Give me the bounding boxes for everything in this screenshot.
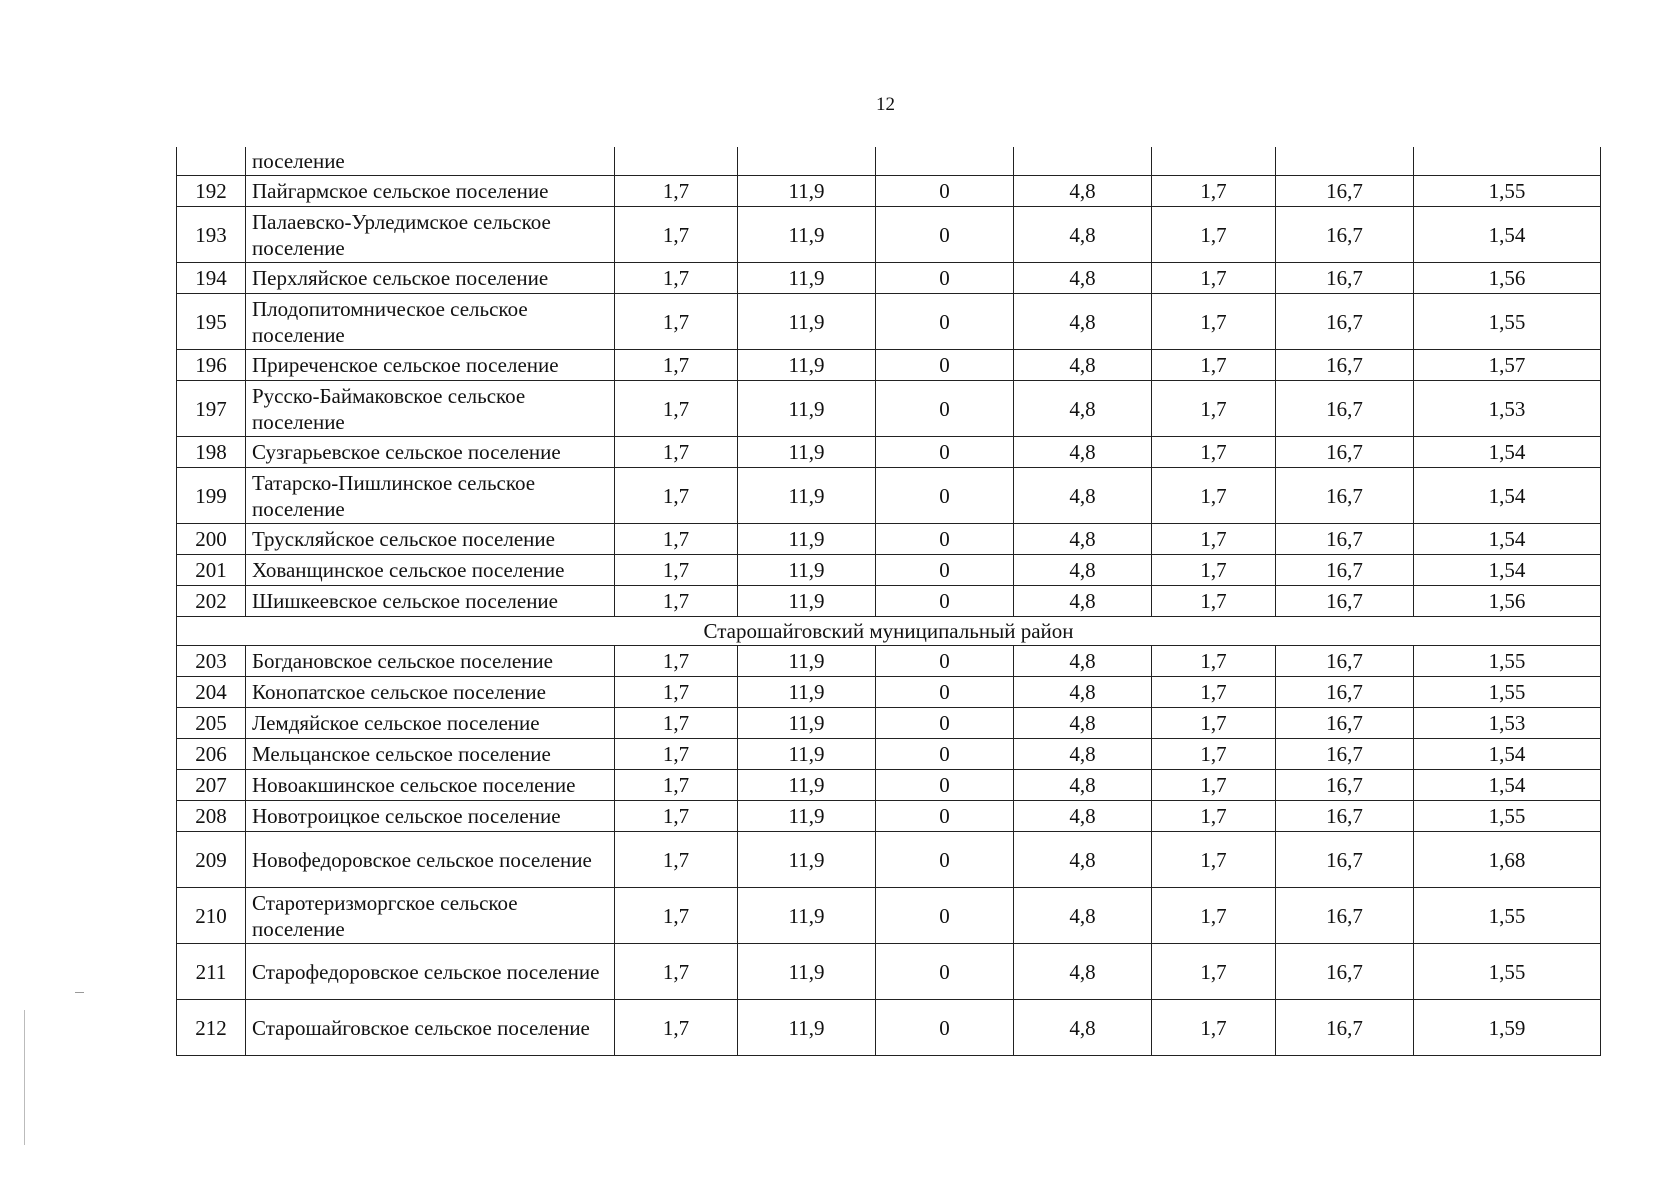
value-cell-7: 1,54: [1414, 468, 1601, 524]
value-cell-3: 0: [876, 294, 1014, 350]
district-name: Старошайговский муниципальный район: [177, 617, 1601, 646]
value-cell-3: 0: [876, 646, 1014, 677]
row-number: 204: [177, 677, 246, 708]
row-number: 205: [177, 708, 246, 739]
value-cell-2: 11,9: [738, 944, 876, 1000]
value-cell-4: 4,8: [1014, 437, 1152, 468]
table-row: [177, 263, 1601, 294]
row-number: 209: [177, 832, 246, 888]
value-cell-7: 1,55: [1414, 888, 1601, 944]
table-row: [177, 944, 1601, 1000]
value-cell-2: 11,9: [738, 586, 876, 617]
value-cell-2: 11,9: [738, 263, 876, 294]
value-cell-1: 1,7: [615, 207, 738, 263]
table-row: [177, 468, 1601, 524]
continuation-empty-cell: [1276, 147, 1414, 176]
value-cell-5: 1,7: [1152, 586, 1276, 617]
value-cell-7: 1,55: [1414, 944, 1601, 1000]
value-cell-4: 4,8: [1014, 294, 1152, 350]
value-cell-3: 0: [876, 888, 1014, 944]
settlement-name: Конопатское сельское поселение: [246, 677, 615, 708]
value-cell-4: 4,8: [1014, 1000, 1152, 1056]
value-cell-5: 1,7: [1152, 770, 1276, 801]
value-cell-4: 4,8: [1014, 555, 1152, 586]
table-row: [177, 294, 1601, 350]
value-cell-4: 4,8: [1014, 263, 1152, 294]
value-cell-3: 0: [876, 801, 1014, 832]
table-row: [177, 524, 1601, 555]
value-cell-1: 1,7: [615, 888, 738, 944]
continuation-number-cell: [177, 147, 246, 176]
value-cell-7: 1,53: [1414, 381, 1601, 437]
value-cell-7: 1,56: [1414, 586, 1601, 617]
table-body: [177, 147, 1601, 1056]
value-cell-6: 16,7: [1276, 263, 1414, 294]
value-cell-6: 16,7: [1276, 739, 1414, 770]
table-row: [177, 381, 1601, 437]
value-cell-4: 4,8: [1014, 708, 1152, 739]
value-cell-5: 1,7: [1152, 524, 1276, 555]
row-number: 193: [177, 207, 246, 263]
value-cell-5: 1,7: [1152, 832, 1276, 888]
value-cell-7: 1,54: [1414, 207, 1601, 263]
value-cell-7: 1,54: [1414, 770, 1601, 801]
value-cell-7: 1,57: [1414, 350, 1601, 381]
value-cell-1: 1,7: [615, 1000, 738, 1056]
value-cell-5: 1,7: [1152, 350, 1276, 381]
row-number: 194: [177, 263, 246, 294]
row-number: 201: [177, 555, 246, 586]
value-cell-1: 1,7: [615, 294, 738, 350]
value-cell-1: 1,7: [615, 176, 738, 207]
value-cell-5: 1,7: [1152, 468, 1276, 524]
value-cell-4: 4,8: [1014, 832, 1152, 888]
value-cell-6: 16,7: [1276, 1000, 1414, 1056]
value-cell-2: 11,9: [738, 1000, 876, 1056]
value-cell-3: 0: [876, 586, 1014, 617]
value-cell-6: 16,7: [1276, 944, 1414, 1000]
settlement-name: Пайгармское сельское поселение: [246, 176, 615, 207]
continuation-row: [177, 147, 1601, 176]
value-cell-5: 1,7: [1152, 294, 1276, 350]
value-cell-3: 0: [876, 708, 1014, 739]
table-row: [177, 555, 1601, 586]
table-row: [177, 176, 1601, 207]
table-row: [177, 739, 1601, 770]
value-cell-3: 0: [876, 1000, 1014, 1056]
value-cell-1: 1,7: [615, 263, 738, 294]
value-cell-4: 4,8: [1014, 739, 1152, 770]
value-cell-5: 1,7: [1152, 437, 1276, 468]
table-row: [177, 888, 1601, 944]
value-cell-4: 4,8: [1014, 801, 1152, 832]
row-number: 192: [177, 176, 246, 207]
value-cell-7: 1,54: [1414, 524, 1601, 555]
settlements-table: [176, 147, 1601, 1056]
value-cell-5: 1,7: [1152, 739, 1276, 770]
value-cell-4: 4,8: [1014, 468, 1152, 524]
value-cell-4: 4,8: [1014, 646, 1152, 677]
value-cell-2: 11,9: [738, 708, 876, 739]
settlement-name: Русско-Баймаковское сельское поселение: [246, 381, 615, 437]
continuation-empty-cell: [1414, 147, 1601, 176]
value-cell-3: 0: [876, 176, 1014, 207]
settlement-name: Новотроицкое сельское поселение: [246, 801, 615, 832]
row-number: 202: [177, 586, 246, 617]
value-cell-7: 1,56: [1414, 263, 1601, 294]
table-row: [177, 770, 1601, 801]
continuation-empty-cell: [738, 147, 876, 176]
value-cell-4: 4,8: [1014, 677, 1152, 708]
value-cell-4: 4,8: [1014, 888, 1152, 944]
settlement-name: Лемдяйское сельское поселение: [246, 708, 615, 739]
value-cell-1: 1,7: [615, 381, 738, 437]
value-cell-7: 1,53: [1414, 708, 1601, 739]
table-row: [177, 437, 1601, 468]
value-cell-6: 16,7: [1276, 176, 1414, 207]
value-cell-2: 11,9: [738, 437, 876, 468]
value-cell-5: 1,7: [1152, 381, 1276, 437]
value-cell-2: 11,9: [738, 739, 876, 770]
value-cell-4: 4,8: [1014, 770, 1152, 801]
continuation-empty-cell: [876, 147, 1014, 176]
value-cell-4: 4,8: [1014, 381, 1152, 437]
value-cell-6: 16,7: [1276, 646, 1414, 677]
value-cell-6: 16,7: [1276, 207, 1414, 263]
value-cell-1: 1,7: [615, 832, 738, 888]
settlement-name: Хованщинское сельское поселение: [246, 555, 615, 586]
value-cell-3: 0: [876, 437, 1014, 468]
value-cell-2: 11,9: [738, 294, 876, 350]
value-cell-3: 0: [876, 468, 1014, 524]
value-cell-2: 11,9: [738, 888, 876, 944]
row-number: 206: [177, 739, 246, 770]
value-cell-7: 1,55: [1414, 294, 1601, 350]
value-cell-2: 11,9: [738, 646, 876, 677]
value-cell-3: 0: [876, 832, 1014, 888]
value-cell-2: 11,9: [738, 677, 876, 708]
value-cell-2: 11,9: [738, 832, 876, 888]
value-cell-2: 11,9: [738, 207, 876, 263]
value-cell-6: 16,7: [1276, 468, 1414, 524]
value-cell-3: 0: [876, 944, 1014, 1000]
table-row: [177, 832, 1601, 888]
value-cell-2: 11,9: [738, 555, 876, 586]
value-cell-4: 4,8: [1014, 524, 1152, 555]
row-number: 212: [177, 1000, 246, 1056]
value-cell-6: 16,7: [1276, 586, 1414, 617]
row-number: 200: [177, 524, 246, 555]
settlement-name: Старошайговское сельское поселение: [246, 1000, 615, 1056]
settlement-name: Палаевско-Урледимское сельское поселение: [246, 207, 615, 263]
value-cell-4: 4,8: [1014, 176, 1152, 207]
row-number: 196: [177, 350, 246, 381]
table-row: [177, 586, 1601, 617]
value-cell-1: 1,7: [615, 350, 738, 381]
value-cell-7: 1,54: [1414, 739, 1601, 770]
value-cell-2: 11,9: [738, 524, 876, 555]
row-number: 210: [177, 888, 246, 944]
value-cell-2: 11,9: [738, 770, 876, 801]
value-cell-7: 1,55: [1414, 646, 1601, 677]
table-row: [177, 1000, 1601, 1056]
settlement-name: Новофедоровское сельское поселение: [246, 832, 615, 888]
value-cell-5: 1,7: [1152, 801, 1276, 832]
value-cell-4: 4,8: [1014, 586, 1152, 617]
value-cell-1: 1,7: [615, 555, 738, 586]
value-cell-3: 0: [876, 555, 1014, 586]
settlement-name: Перхляйское сельское поселение: [246, 263, 615, 294]
value-cell-7: 1,55: [1414, 176, 1601, 207]
value-cell-6: 16,7: [1276, 801, 1414, 832]
value-cell-6: 16,7: [1276, 524, 1414, 555]
value-cell-6: 16,7: [1276, 294, 1414, 350]
settlement-name: Мельцанское сельское поселение: [246, 739, 615, 770]
value-cell-5: 1,7: [1152, 1000, 1276, 1056]
value-cell-1: 1,7: [615, 708, 738, 739]
value-cell-1: 1,7: [615, 586, 738, 617]
value-cell-2: 11,9: [738, 381, 876, 437]
value-cell-1: 1,7: [615, 524, 738, 555]
value-cell-3: 0: [876, 207, 1014, 263]
value-cell-3: 0: [876, 263, 1014, 294]
value-cell-1: 1,7: [615, 677, 738, 708]
value-cell-1: 1,7: [615, 944, 738, 1000]
value-cell-2: 11,9: [738, 801, 876, 832]
continuation-empty-cell: [1152, 147, 1276, 176]
table-row: [177, 708, 1601, 739]
settlement-name: Сузгарьевское сельское поселение: [246, 437, 615, 468]
row-number: 211: [177, 944, 246, 1000]
value-cell-3: 0: [876, 381, 1014, 437]
value-cell-3: 0: [876, 739, 1014, 770]
row-number: 198: [177, 437, 246, 468]
table-row: [177, 801, 1601, 832]
value-cell-6: 16,7: [1276, 381, 1414, 437]
continuation-empty-cell: [1014, 147, 1152, 176]
settlement-name: Богдановское сельское поселение: [246, 646, 615, 677]
settlement-name: Приреченское сельское поселение: [246, 350, 615, 381]
value-cell-7: 1,54: [1414, 437, 1601, 468]
value-cell-5: 1,7: [1152, 207, 1276, 263]
table-row: [177, 207, 1601, 263]
table-row: [177, 350, 1601, 381]
value-cell-7: 1,59: [1414, 1000, 1601, 1056]
value-cell-7: 1,55: [1414, 801, 1601, 832]
value-cell-7: 1,68: [1414, 832, 1601, 888]
value-cell-1: 1,7: [615, 770, 738, 801]
settlement-name: Татарско-Пишлинское сельское поселение: [246, 468, 615, 524]
value-cell-1: 1,7: [615, 739, 738, 770]
value-cell-7: 1,54: [1414, 555, 1601, 586]
value-cell-6: 16,7: [1276, 770, 1414, 801]
page-number: 12: [876, 94, 895, 115]
row-number: 195: [177, 294, 246, 350]
value-cell-2: 11,9: [738, 176, 876, 207]
row-number: 207: [177, 770, 246, 801]
value-cell-5: 1,7: [1152, 176, 1276, 207]
value-cell-4: 4,8: [1014, 944, 1152, 1000]
value-cell-5: 1,7: [1152, 944, 1276, 1000]
row-number: 203: [177, 646, 246, 677]
continuation-empty-cell: [615, 147, 738, 176]
value-cell-1: 1,7: [615, 437, 738, 468]
value-cell-5: 1,7: [1152, 555, 1276, 586]
table-row: [177, 677, 1601, 708]
settlement-name: Плодопитомническое сельское поселение: [246, 294, 615, 350]
row-number: 199: [177, 468, 246, 524]
value-cell-2: 11,9: [738, 468, 876, 524]
value-cell-6: 16,7: [1276, 555, 1414, 586]
value-cell-2: 11,9: [738, 350, 876, 381]
scan-margin-line: [24, 1010, 25, 1145]
value-cell-3: 0: [876, 677, 1014, 708]
value-cell-3: 0: [876, 350, 1014, 381]
row-number: 197: [177, 381, 246, 437]
value-cell-4: 4,8: [1014, 350, 1152, 381]
value-cell-5: 1,7: [1152, 263, 1276, 294]
value-cell-3: 0: [876, 770, 1014, 801]
district-header-row: [177, 617, 1601, 646]
value-cell-1: 1,7: [615, 468, 738, 524]
settlement-name: Трускляйское сельское поселение: [246, 524, 615, 555]
settlement-name: Шишкеевское сельское поселение: [246, 586, 615, 617]
scan-margin-dash: [75, 992, 84, 993]
value-cell-5: 1,7: [1152, 888, 1276, 944]
value-cell-1: 1,7: [615, 646, 738, 677]
value-cell-6: 16,7: [1276, 350, 1414, 381]
value-cell-6: 16,7: [1276, 832, 1414, 888]
value-cell-1: 1,7: [615, 801, 738, 832]
value-cell-5: 1,7: [1152, 708, 1276, 739]
value-cell-5: 1,7: [1152, 646, 1276, 677]
settlement-name: Новоакшинское сельское поселение: [246, 770, 615, 801]
value-cell-5: 1,7: [1152, 677, 1276, 708]
value-cell-3: 0: [876, 524, 1014, 555]
row-number: 208: [177, 801, 246, 832]
table-row: [177, 646, 1601, 677]
value-cell-6: 16,7: [1276, 888, 1414, 944]
value-cell-6: 16,7: [1276, 437, 1414, 468]
value-cell-7: 1,55: [1414, 677, 1601, 708]
settlement-name: Старотеризморгское сельское поселение: [246, 888, 615, 944]
continuation-name-cell: поселение: [246, 147, 615, 176]
value-cell-4: 4,8: [1014, 207, 1152, 263]
value-cell-6: 16,7: [1276, 708, 1414, 739]
settlement-name: Старофедоровское сельское поселение: [246, 944, 615, 1000]
value-cell-6: 16,7: [1276, 677, 1414, 708]
